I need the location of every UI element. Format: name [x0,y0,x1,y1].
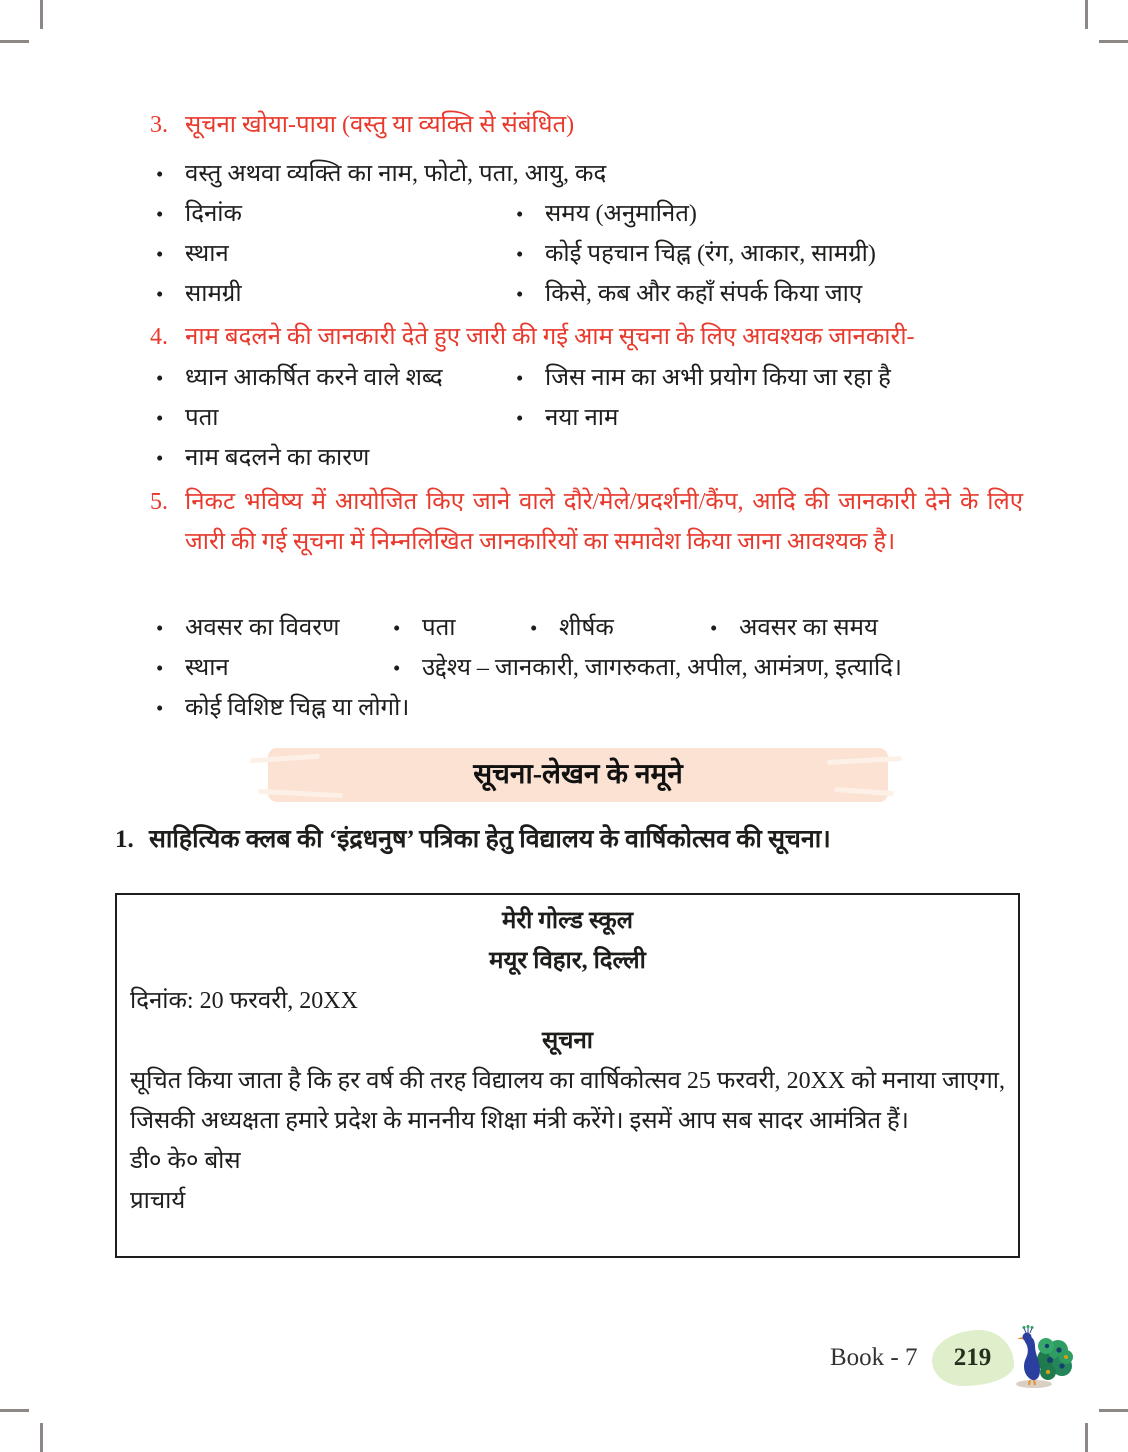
bullet-item: • ध्यान आकर्षित करने वाले शब्द [152,358,512,398]
bullet-item: • स्थान [152,648,389,688]
bullet-item: • सामग्री [152,274,512,314]
notice-box [115,893,1020,1258]
section-5-title: निकट भविष्य में आयोजित किए जाने वाले दौरे/मेले/प्रदर्शनी/कैंप, आदि की जानकारी देने के लिए जारी की गई सूचना में निम्नलिखित जानकारियों का समावेश किया जाना आवश्यक है। [185,489,1023,555]
bullet-item: • किसे, कब और कहाँ संपर्क किया जाए [512,274,1032,314]
bullet-item: • पता [389,608,526,648]
sample-1-number: 1. [115,826,134,853]
bullet-row [152,194,1032,234]
crop-mark-top-left-h [0,40,29,43]
section-3-title: सूचना खोया-पाया (वस्तु या व्यक्ति से संबंधित) [185,112,575,138]
notice-address: मयूर विहार, दिल्ली [489,948,646,974]
book-label: Book - 7 [830,1344,918,1371]
section-3-bullets [152,154,1032,314]
crop-mark-bottom-right-h [1099,1409,1128,1412]
bullet-item: • कोई पहचान चिह्न (रंग, आकार, सामग्री) [512,234,1032,274]
bullet-item: • नया नाम [512,398,1032,438]
bullet-item: • समय (अनुमानित) [512,194,1032,234]
bullet-row [152,648,1032,688]
crop-mark-top-right-h [1099,40,1128,43]
page-number: 219 [953,1344,992,1371]
bullet-item: • उद्देश्य – जानकारी, जागरुकता, अपील, आमंत्रण, इत्यादि। [389,648,1032,688]
section-4-number: 4. [150,324,168,350]
samples-heading: सूचना-लेखन के नमूने [473,759,683,790]
bullet-item: • स्थान [152,234,512,274]
sample-1-text: साहित्यिक क्लब की ‘इंद्रधनुष’ पत्रिका हेतु विद्यालय के वार्षिकोत्सव की सूचना। [149,826,831,853]
notice-school-name: मेरी गोल्ड स्कूल [502,908,633,934]
bullet-item: • वस्तु अथवा व्यक्ति का नाम, फोटो, पता, आयु, कद [152,154,1032,194]
section-4-heading [150,318,915,356]
section-3-number: 3. [150,112,168,138]
crop-mark-bottom-left-h [0,1409,29,1412]
section-3-heading [150,106,574,144]
bullet-item: • अवसर का समय [706,608,1032,648]
notice-designation: प्राचार्य [130,1188,186,1214]
notice-signatory: डी० के० बोस [130,1148,241,1174]
crop-mark-top-left-v [40,0,43,29]
crop-mark-top-right-v [1085,0,1088,29]
page-footer [830,1318,1110,1398]
bullet-item: • अवसर का विवरण [152,608,389,648]
bullet-item: • जिस नाम का अभी प्रयोग किया जा रहा है [512,358,1032,398]
bullet-row [152,608,1032,648]
bullet-item: • कोई विशिष्ट चिह्न या लोगो। [152,688,1032,728]
section-5-bullets [152,608,1032,728]
notice-heading: सूचना [542,1028,593,1054]
crop-mark-bottom-left-v [40,1423,43,1452]
bullet-item: • पता [152,398,512,438]
bullet-row [152,398,1032,438]
bullet-row [152,358,1032,398]
bullet-item: • नाम बदलने का कारण [152,438,1032,478]
samples-heading-band [268,748,888,802]
notice-body: सूचित किया जाता है कि हर वर्ष की तरह विद्यालय का वार्षिकोत्सव 25 फरवरी, 20XX को मनाया जाएगा, जिसकी अध्यक्षता हमारे प्रदेश के माननीय शिक्षा मंत्री करेंगे। इसमें आप सब सादर आमंत्रित हैं। [130,1068,1005,1134]
section-4-bullets [152,358,1032,478]
bullet-row [152,234,1032,274]
section-5-heading [150,482,1023,562]
sample-1-caption [115,820,1020,860]
crop-mark-bottom-right-v [1085,1423,1088,1452]
section-4-title: नाम बदलने की जानकारी देते हुए जारी की गई आम सूचना के लिए आवश्यक जानकारी- [185,324,915,350]
peacock-icon [1002,1322,1074,1394]
section-5-number: 5. [150,489,168,515]
bullet-row [152,274,1032,314]
bullet-item: • शीर्षक [526,608,706,648]
bullet-item: • दिनांक [152,194,512,234]
notice-date: दिनांक: 20 फरवरी, 20XX [130,988,358,1014]
